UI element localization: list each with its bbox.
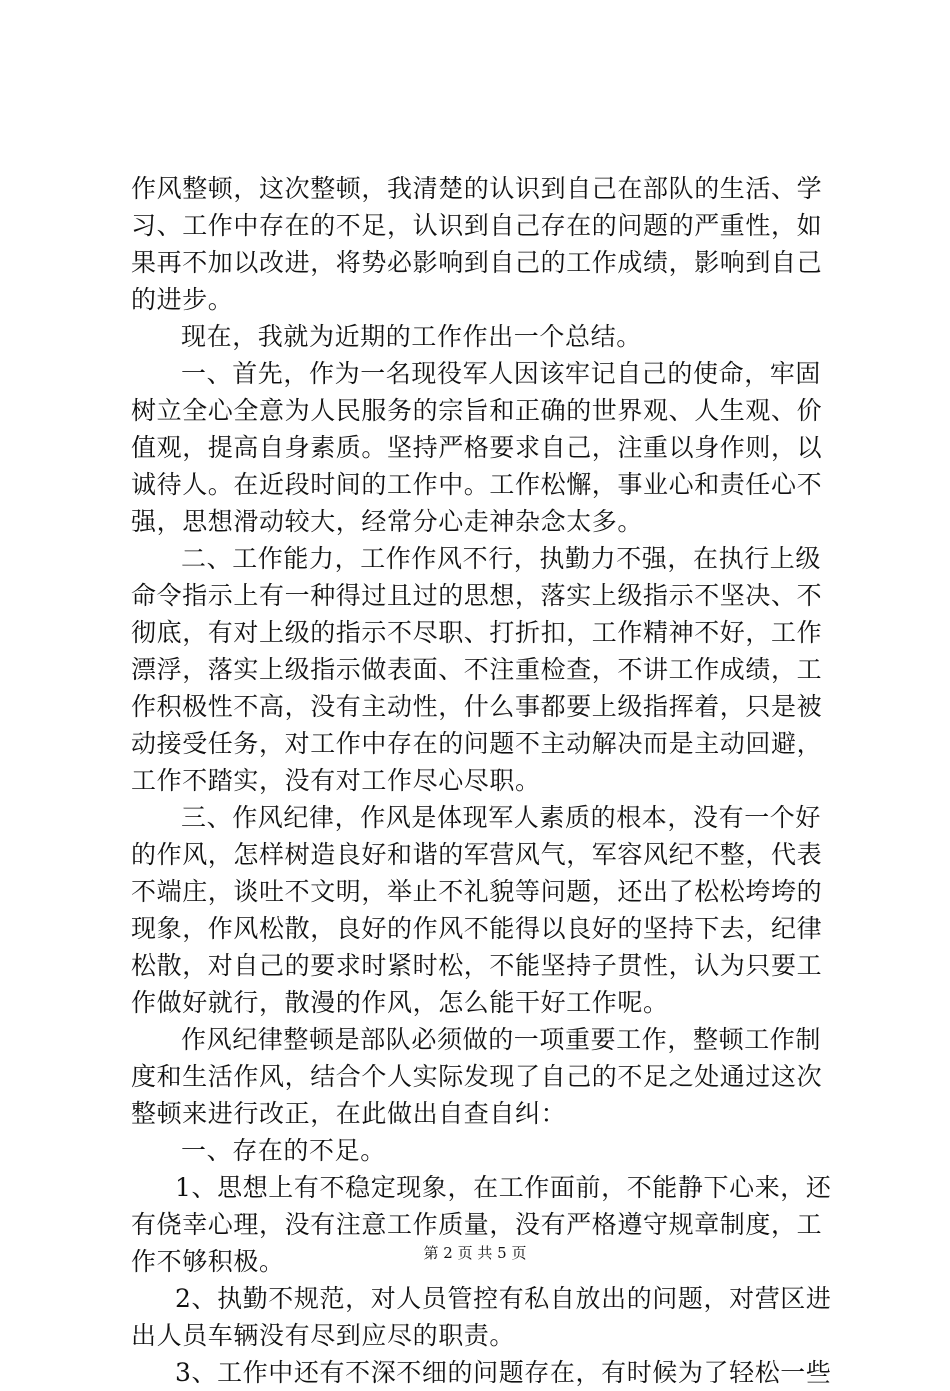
text-line: 工作不踏实，没有对工作尽心尽职。 [131, 766, 541, 795]
text-line: 作做好就行，散漫的作风，怎么能干好工作呢。 [131, 988, 669, 1017]
text-line: 一、存在的不足。 [181, 1136, 386, 1165]
text-line: 一、首先，作为一名现役军人因该牢记自己的使命，牢固 [181, 359, 822, 388]
document-body [131, 170, 831, 1391]
text-line: 3、工作中还有不深不细的问题存在，有时候为了轻松一些 [175, 1358, 832, 1387]
text-line: 诚待人。在近段时间的工作中。工作松懈，事业心和责任心不 [131, 470, 823, 499]
text-line: 2、执勤不规范，对人员管控有私自放出的问题，对营区进 [175, 1284, 832, 1313]
text-line: 彻底，有对上级的指示不尽职、打折扣，工作精神不好，工作 [131, 618, 823, 647]
text-line: 值观，提高自身素质。坚持严格要求自己，注重以身作则，以 [131, 433, 823, 462]
text-line: 作积极性不高，没有主动性，什么事都要上级指挥着，只是被 [131, 692, 823, 721]
text-line: 整顿来进行改正，在此做出自查自纠： [131, 1099, 567, 1128]
text-line: 现在，我就为近期的工作作出一个总结。 [181, 322, 642, 351]
text-line: 习、工作中存在的不足，认识到自己存在的问题的严重性，如 [131, 211, 823, 240]
text-line: 1、思想上有不稳定现象，在工作面前，不能静下心来，还 [175, 1173, 832, 1202]
text-line: 漂浮，落实上级指示做表面、不注重检查，不讲工作成绩，工 [131, 655, 823, 684]
text-line: 作风纪律整顿是部队必须做的一项重要工作，整顿工作制 [181, 1025, 822, 1054]
text-line: 度和生活作风，结合个人实际发现了自己的不足之处通过这次 [131, 1062, 823, 1091]
text-line: 二、工作能力，工作作风不行，执勤力不强，在执行上级 [181, 544, 822, 573]
text-line: 的作风，怎样树造良好和谐的军营风气，军容风纪不整，代表 [131, 840, 823, 869]
text-line: 动接受任务，对工作中存在的问题不主动解决而是主动回避， [131, 729, 823, 758]
text-line: 果再不加以改进，将势必影响到自己的工作成绩，影响到自己 [131, 248, 823, 277]
text-line: 出人员车辆没有尽到应尽的职责。 [131, 1321, 516, 1350]
text-line: 三、作风纪律，作风是体现军人素质的根本，没有一个好 [181, 803, 822, 832]
text-line: 不端庄，谈吐不文明，举止不礼貌等问题，还出了松松垮垮的 [131, 877, 823, 906]
text-line: 现象，作风松散，良好的作风不能得以良好的坚持下去，纪律 [131, 914, 823, 943]
text-line: 作风整顿，这次整顿，我清楚的认识到自己在部队的生活、学 [131, 174, 823, 203]
text-line: 的进步。 [131, 285, 234, 314]
text-line: 树立全心全意为人民服务的宗旨和正确的世界观、人生观、价 [131, 396, 823, 425]
text-line: 命令指示上有一种得过且过的思想，落实上级指示不坚决、不 [131, 581, 823, 610]
page-number-footer: 第 2 页 共 5 页 [423, 1244, 527, 1262]
text-line: 强，思想滑动较大，经常分心走神杂念太多。 [131, 507, 644, 536]
text-line: 有侥幸心理，没有注意工作质量，没有严格遵守规章制度，工 [131, 1210, 823, 1239]
text-line: 松散，对自己的要求时紧时松，不能坚持子贯性，认为只要工 [131, 951, 823, 980]
text-line: 作不够积极。 [131, 1247, 285, 1276]
